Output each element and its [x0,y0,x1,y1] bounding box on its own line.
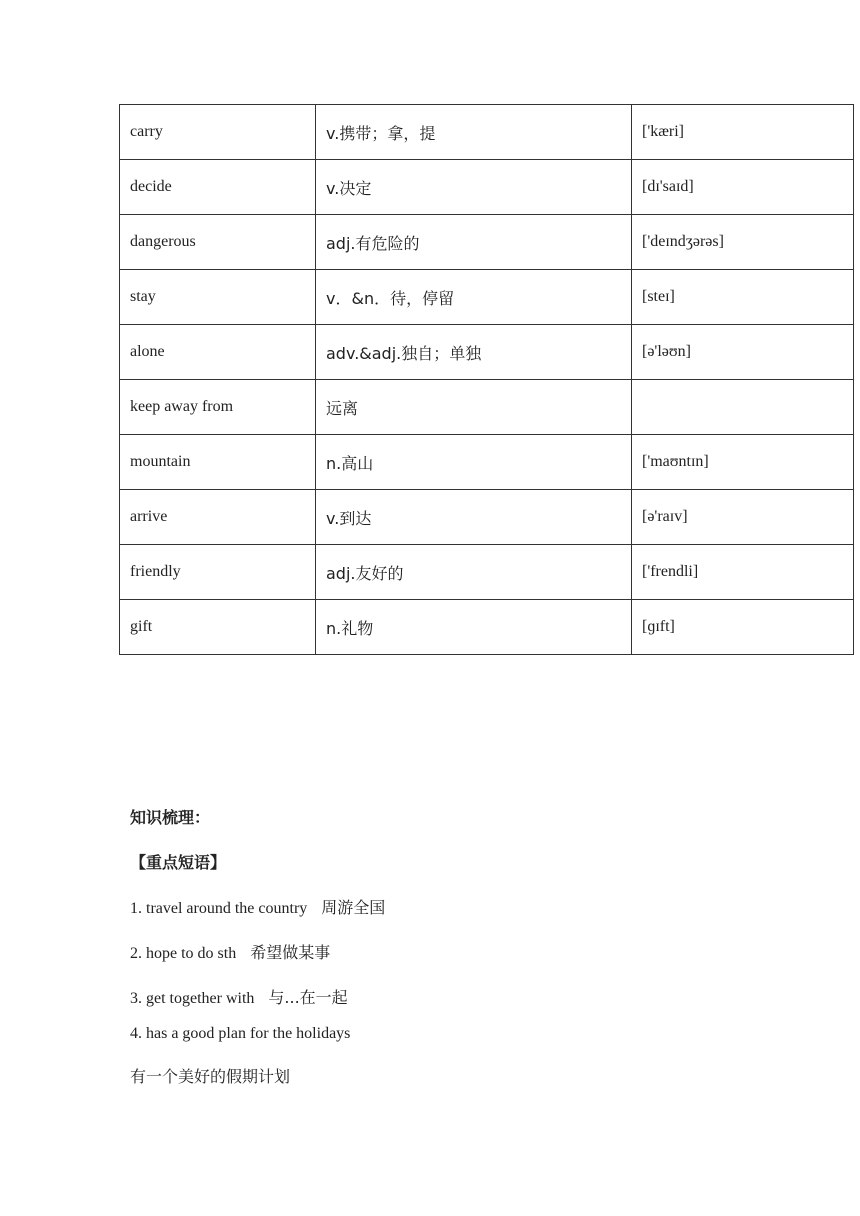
phonetic-cell: [steɪ] [632,270,854,325]
phrase-item [130,985,348,1008]
phrase-item [130,895,385,918]
knowledge-title: 知识梳理： [130,808,211,827]
word-cell: friendly [120,545,316,600]
phonetic-cell: [dɪ'saɪd] [632,160,854,215]
phrase-chinese: 希望做某事 [250,943,331,962]
meaning-cell: adj.友好的 [316,545,632,600]
meaning-cell: 远离 [316,380,632,435]
vocabulary-table [119,104,854,655]
meaning-cell: n.礼物 [316,600,632,655]
word-cell: keep away from [120,380,316,435]
table-row [120,105,854,160]
phonetic-cell: ['frendli] [632,545,854,600]
meaning-cell: adv.&adj.独自；单独 [316,325,632,380]
meaning-cell: v.决定 [316,160,632,215]
table-row [120,490,854,545]
table-row [120,600,854,655]
meaning-cell: adj.有危险的 [316,215,632,270]
meaning-cell: v.携带；拿，提 [316,105,632,160]
word-cell: mountain [120,435,316,490]
phrase-item [130,1025,350,1043]
word-cell: alone [120,325,316,380]
table-row [120,325,854,380]
phrase-item [130,940,330,963]
phrase-chinese: 与...在一起 [268,988,348,1007]
key-phrases-heading: 【重点短语】 [130,853,227,872]
phrase-english: 2. hope to do sth [130,945,237,962]
phonetic-cell [632,380,854,435]
word-cell: decide [120,160,316,215]
phrase-chinese: 周游全国 [321,898,386,917]
phonetic-cell: [ə'raɪv] [632,490,854,545]
table-row [120,380,854,435]
table-row [120,160,854,215]
word-cell: stay [120,270,316,325]
word-cell: arrive [120,490,316,545]
phonetic-cell: [ɡɪft] [632,600,854,655]
phrase-translation: 有一个美好的假期计划 [130,1067,291,1086]
word-cell: gift [120,600,316,655]
phonetic-cell: ['kæri] [632,105,854,160]
phonetic-cell: ['maʊntɪn] [632,435,854,490]
table-row [120,215,854,270]
phrase-english: 1. travel around the country [130,900,308,917]
meaning-cell: v.到达 [316,490,632,545]
table-row [120,545,854,600]
phonetic-cell: ['deɪndʒərəs] [632,215,854,270]
word-cell: carry [120,105,316,160]
word-cell: dangerous [120,215,316,270]
meaning-cell: v．&n．待，停留 [316,270,632,325]
meaning-cell: n.高山 [316,435,632,490]
table-row [120,270,854,325]
phonetic-cell: [ə'ləʊn] [632,325,854,380]
table-row [120,435,854,490]
phrase-english: 4. has a good plan for the holidays [130,1025,351,1042]
phrase-english: 3. get together with [130,990,255,1007]
